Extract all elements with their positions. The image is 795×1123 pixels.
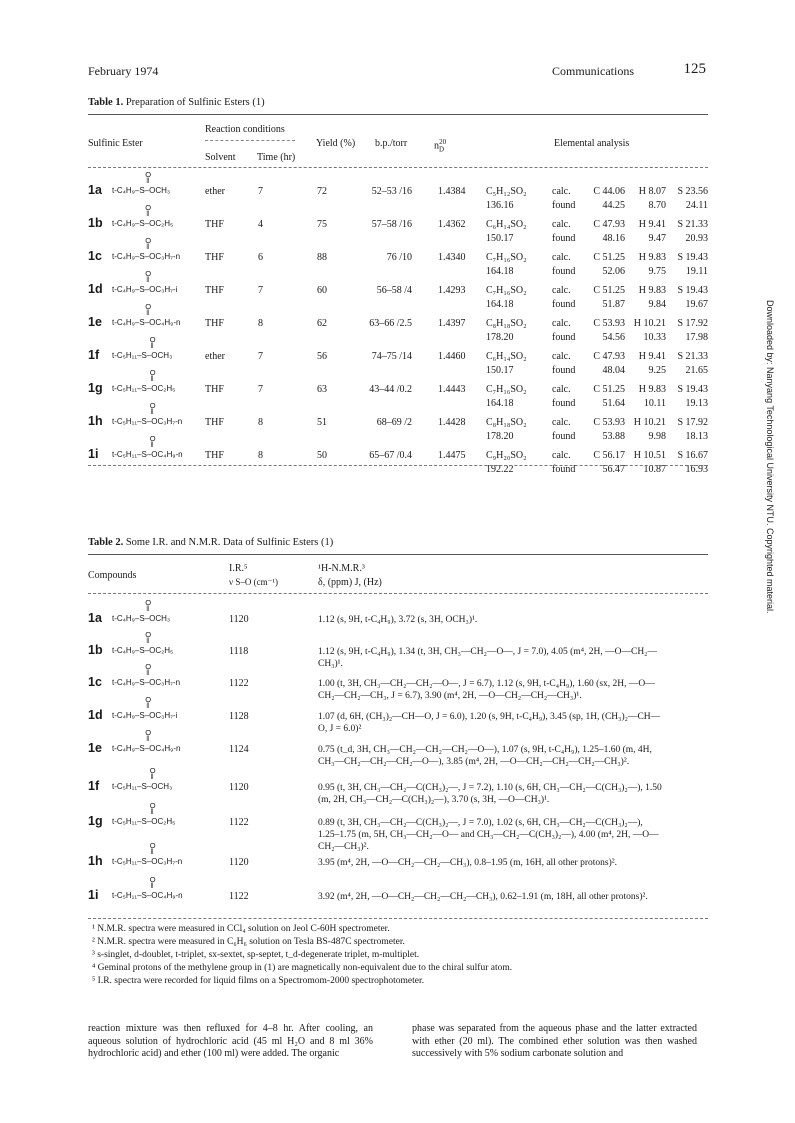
t2-1e-label: 1e: [88, 741, 102, 755]
t1-h-analysis: Elemental analysis: [554, 138, 630, 149]
t1-time: 7: [258, 351, 263, 362]
t2-ir: 1120: [229, 857, 249, 868]
t1-mf: C₆H₁₄SO₂: [486, 351, 527, 362]
t2-1f-label: 1f: [88, 779, 100, 793]
t1-1g-label: 1g: [88, 381, 103, 395]
t1-bp: 57–58 /16: [371, 219, 412, 230]
t1-calc: calc.: [552, 318, 571, 329]
t1-time: 8: [258, 450, 263, 461]
table1-header-rule: [88, 167, 708, 168]
t1-c-found: 52.06: [602, 266, 625, 277]
t1-h-found: 9.47: [648, 233, 666, 244]
t1-1h-oxygen-glyph: O: [149, 401, 156, 410]
t1-found: found: [552, 266, 576, 277]
t1-mw: 164.18: [486, 398, 514, 409]
footnote-5: ⁵ I.R. spectra were recorded for liquid films on a Spectromom-2000 spectrophotometer.: [92, 976, 425, 986]
t1-nd: 1.4340: [438, 252, 466, 263]
t1-solvent: THF: [205, 318, 224, 329]
t1-c-calc: C 51.25: [593, 285, 625, 296]
t1-mf: C₇H₁₆SO₂: [486, 285, 527, 296]
t1-found: found: [552, 365, 576, 376]
t1-1f-label: 1f: [88, 348, 100, 362]
t1-s-calc: S 19.43: [677, 252, 708, 263]
t2-h-compounds: Compounds: [88, 570, 137, 581]
header-date: February 1974: [88, 64, 159, 78]
t1-bp: 63–66 /2.5: [369, 318, 412, 329]
t1-s-found: 18.13: [685, 431, 708, 442]
t2-1b-double-bond-glyph: ‖: [146, 638, 150, 645]
t1-calc: calc.: [552, 252, 571, 263]
t1-1d-oxygen-glyph: O: [145, 269, 152, 278]
t1-found: found: [552, 431, 576, 442]
t2-1b-label: 1b: [88, 643, 103, 657]
t2-1e-oxygen-glyph: O: [145, 728, 152, 737]
t1-h-bp: b.p./torr: [375, 138, 408, 149]
t1-mf: C₇H₁₆SO₂: [486, 384, 527, 395]
t1-1i-double-bond-glyph: ‖: [150, 442, 154, 449]
t1-time: 7: [258, 186, 263, 197]
t1-h-calc: H 9.83: [638, 252, 666, 263]
t1-c-calc: C 53.93: [593, 417, 625, 428]
t1-nd: 1.4293: [438, 285, 466, 296]
t2-nmr: 1.07 (d, 6H, (CH₃)₂—CH—O, J = 6.0), 1.20 (s, 9H, t-C₄H₉), 3.45 (sp, 1H, (CH₃)₂—CH—O, J = 6.0)²: [318, 712, 661, 734]
t2-1f-oxygen-glyph: O: [149, 766, 156, 775]
t1-h-calc: H 10.21: [633, 318, 666, 329]
header-section: Communications: [552, 64, 634, 78]
t1-nd: 1.4384: [438, 186, 466, 197]
t1-1b-oxygen-glyph: O: [145, 203, 152, 212]
t1-calc: calc.: [552, 285, 571, 296]
t1-nd: 1.4443: [438, 384, 466, 395]
t2-ir: 1122: [229, 891, 249, 902]
t2-h-ir2: ν S–O (cm⁻¹): [229, 577, 279, 587]
t2-1d-oxygen-glyph: O: [145, 695, 152, 704]
t2-1a-oxygen-glyph: O: [145, 598, 152, 607]
t1-h-calc: H 10.51: [633, 450, 666, 461]
t1-h-calc: H 8.07: [638, 186, 666, 197]
t1-1i-label: 1i: [88, 447, 99, 461]
t1-1c-label: 1c: [88, 249, 102, 263]
table1-title: Table 1. Preparation of Sulfinic Esters (1): [88, 97, 265, 108]
t2-1d-label: 1d: [88, 708, 103, 722]
t1-1h-label: 1h: [88, 414, 103, 428]
t2-1h-oxygen-glyph: O: [149, 841, 156, 850]
t1-1f-double-bond-glyph: ‖: [150, 343, 154, 350]
t1-bp: 52–53 /16: [371, 186, 412, 197]
t1-calc: calc.: [552, 219, 571, 230]
t1-yield: 88: [317, 252, 327, 263]
t2-1i-oxygen-glyph: O: [149, 875, 156, 884]
t1-bp: 68–69 /2: [376, 417, 412, 428]
t1-1b-label: 1b: [88, 216, 103, 230]
t1-calc: calc.: [552, 450, 571, 461]
t2-1a-label: 1a: [88, 611, 102, 625]
t1-s-found: 19.67: [685, 299, 708, 310]
table1-bottom-rule: [88, 465, 708, 466]
t1-1c-formula: t-C₄H₉–S–OC₃H₇-n: [112, 252, 181, 261]
t1-1a-formula: t-C₄H₉–S–OCH₃: [112, 186, 171, 195]
t1-yield: 75: [317, 219, 327, 230]
footnote-4: ⁴ Geminal protons of the methylene group in (1) are magnetically non-equivalent due to the chiral sulfur atom.: [92, 963, 513, 973]
t1-h-found: 9.25: [648, 365, 666, 376]
t1-c-calc: C 53.93: [593, 318, 625, 329]
t2-1i-double-bond-glyph: ‖: [150, 883, 154, 890]
t1-h-solvent: Solvent: [205, 152, 236, 163]
t1-found: found: [552, 464, 576, 475]
t1-c-calc: C 56.17: [593, 450, 625, 461]
t2-1c-double-bond-glyph: ‖: [146, 670, 150, 677]
t1-nd: 1.4428: [438, 417, 466, 428]
t1-solvent: THF: [205, 285, 224, 296]
t1-found: found: [552, 299, 576, 310]
t1-1i-formula: t-C₅H₁₁–S–OC₄H₉-n: [112, 450, 183, 459]
t2-1g-oxygen-glyph: O: [149, 801, 156, 810]
t1-h-calc: H 9.83: [638, 285, 666, 296]
t1-h-found: 10.11: [643, 398, 666, 409]
t2-1g-label: 1g: [88, 814, 103, 828]
t1-s-found: 21.65: [685, 365, 708, 376]
t1-nd: 1.4475: [438, 450, 466, 461]
t1-mw: 150.17: [486, 233, 514, 244]
t1-c-found: 54.56: [602, 332, 625, 343]
t2-1e-formula: t-C₄H₉–S–OC₄H₉-n: [112, 744, 181, 753]
t1-c-found: 51.64: [602, 398, 625, 409]
t1-mw: 164.18: [486, 299, 514, 310]
t1-c-calc: C 51.25: [593, 252, 625, 263]
t1-h-found: 9.84: [648, 299, 666, 310]
t1-1g-double-bond-glyph: ‖: [150, 376, 154, 383]
t1-c-found: 48.04: [602, 365, 625, 376]
t1-solvent: THF: [205, 384, 224, 395]
t2-1b-oxygen-glyph: O: [145, 630, 152, 639]
page-number: 125: [683, 61, 706, 77]
t2-1g-formula: t-C₅H₁₁–S–OC₂H₅: [112, 817, 176, 826]
t1-1f-oxygen-glyph: O: [149, 335, 156, 344]
t1-yield: 63: [317, 384, 327, 395]
t1-calc: calc.: [552, 417, 571, 428]
t2-1c-label: 1c: [88, 675, 102, 689]
t1-c-found: 51.87: [602, 299, 625, 310]
t1-solvent: ether: [205, 186, 225, 197]
t1-time: 6: [258, 252, 263, 263]
t1-s-calc: S 23.56: [677, 186, 708, 197]
t2-1f-formula: t-C₅H₁₁–S–OCH₃: [112, 782, 173, 791]
t2-nmr: 3.95 (m⁴, 2H, —O—CH₂—CH₂—CH₃), 0.8–1.95 (m, 16H, all other protons)².: [318, 858, 617, 868]
t1-time: 7: [258, 384, 263, 395]
t2-h-nmr2: δ, (ppm) J, (Hz): [318, 577, 382, 588]
t1-h-found: 9.75: [648, 266, 666, 277]
t1-time: 8: [258, 318, 263, 329]
t2-h-nmr: ¹H-N.M.R.³: [318, 563, 365, 574]
table2-header-rule: [88, 593, 708, 594]
t1-s-found: 19.11: [685, 266, 708, 277]
t1-bp: 43–44 /0.2: [369, 384, 412, 395]
t1-h-found: 10.87: [643, 464, 666, 475]
t1-1h-double-bond-glyph: ‖: [150, 409, 154, 416]
t1-h-found: 10.33: [643, 332, 666, 343]
table2-title: Table 2. Some I.R. and N.M.R. Data of Sulfinic Esters (1): [88, 537, 334, 548]
t2-ir: 1120: [229, 782, 249, 793]
t1-nd: 1.4397: [438, 318, 466, 329]
t1-1g-formula: t-C₅H₁₁–S–OC₂H₅: [112, 384, 176, 393]
t1-mf: C₇H₁₆SO₂: [486, 252, 527, 263]
t1-yield: 72: [317, 186, 327, 197]
t1-1b-formula: t-C₄H₉–S–OC₂H₅: [112, 219, 174, 228]
t1-h-subrule: [205, 140, 295, 141]
t1-calc: calc.: [552, 186, 571, 197]
t1-c-found: 48.16: [602, 233, 625, 244]
body-text-left: reaction mixture was then refluxed for 4–8 hr. After cooling, an aqueous solution of hydrochloric acid (45 ml H₂O and 8 ml 36% hydrochloric acid) and ether (100 ml) were added. The organic: [88, 1023, 373, 1059]
t1-found: found: [552, 332, 576, 343]
t1-1e-formula: t-C₄H₉–S–OC₄H₉-n: [112, 318, 181, 327]
t1-c-found: 44.25: [602, 200, 625, 211]
t1-s-calc: S 16.67: [677, 450, 708, 461]
t1-1a-oxygen-glyph: O: [145, 170, 152, 179]
t2-1h-double-bond-glyph: ‖: [150, 849, 154, 856]
t1-h-calc: H 9.83: [638, 384, 666, 395]
t1-s-found: 16.93: [685, 464, 708, 475]
t1-found: found: [552, 233, 576, 244]
t1-time: 7: [258, 285, 263, 296]
t1-mw: 150.17: [486, 365, 514, 376]
t1-solvent: THF: [205, 417, 224, 428]
t2-nmr: 1.00 (t, 3H, CH₃—CH₂—CH₂—O—, J = 6.7), 1.12 (s, 9H, t-C₄H₉), 1.60 (sx, 2H, —O—CH₂—CH₂—CH₃, J = 6.7), 3.90 (m⁴, 2H, —O—CH₂—CH₂—CH₃)¹.: [318, 679, 655, 701]
t1-mw: 192.22: [486, 464, 514, 475]
t1-1f-formula: t-C₅H₁₁–S–OCH₃: [112, 351, 173, 360]
t2-1h-formula: t-C₅H₁₁–S–OC₃H₇-n: [112, 857, 183, 866]
t1-s-calc: S 17.92: [677, 318, 708, 329]
t1-s-found: 24.11: [685, 200, 708, 211]
t1-mw: 164.18: [486, 266, 514, 277]
t2-1f-double-bond-glyph: ‖: [150, 774, 154, 781]
t1-h-calc: H 10.21: [633, 417, 666, 428]
t1-h-found: 8.70: [648, 200, 666, 211]
t1-solvent: THF: [205, 219, 224, 230]
t1-s-found: 19.13: [685, 398, 708, 409]
t1-1a-label: 1a: [88, 183, 102, 197]
t1-1g-oxygen-glyph: O: [149, 368, 156, 377]
t1-h-calc: H 9.41: [638, 351, 666, 362]
t1-s-calc: S 19.43: [677, 285, 708, 296]
t1-bp: 65–67 /0.4: [369, 450, 412, 461]
t1-calc: calc.: [552, 351, 571, 362]
t1-bp: 74–75 /14: [371, 351, 412, 362]
t2-1d-formula: t-C₄H₉–S–OC₃H₇-i: [112, 711, 178, 720]
t1-solvent: THF: [205, 450, 224, 461]
t1-c-calc: C 47.93: [593, 351, 625, 362]
t1-mw: 136.16: [486, 200, 514, 211]
t1-solvent: ether: [205, 351, 225, 362]
t1-time: 8: [258, 417, 263, 428]
t1-h-ester: Sulfinic Ester: [88, 138, 143, 149]
t1-yield: 50: [317, 450, 327, 461]
t1-c-calc: C 51.25: [593, 384, 625, 395]
t2-1i-formula: t-C₅H₁₁–S–OC₄H₉-n: [112, 891, 183, 900]
t1-h-conditions: Reaction conditions: [205, 124, 285, 135]
t1-mf: C₈H₁₈SO₂: [486, 417, 527, 428]
t1-calc: calc.: [552, 384, 571, 395]
t1-nd: 1.4362: [438, 219, 466, 230]
t2-ir: 1128: [229, 711, 249, 722]
t1-mw: 178.20: [486, 332, 514, 343]
t2-nmr: 0.75 (t_d, 3H, CH₃—CH₂—CH₂—CH₂—O—), 1.07 (s, 9H, t-C₄H₉), 1.25–1.60 (m, 4H, CH₃—CH₂—CH₂—CH₂—O—), 3.85 (m⁴, 2H, —O—CH₂—CH₂—CH₂—CH₃)².: [318, 745, 652, 767]
t1-mf: C₈H₁₈SO₂: [486, 318, 527, 329]
t1-h-yield: Yield (%): [316, 138, 356, 149]
t1-bp: 76 /10: [386, 252, 412, 263]
t2-nmr: 0.89 (t, 3H, CH₃—CH₂—C(CH₃)₂—, J = 7.0), 1.02 (s, 6H, CH₃—CH₂—C(CH₃)₂—), 1.25–1.75 (m, 5H, CH₃—CH₂—O— and CH₃—CH₂—C(CH₃)₂—), 4.00 (m⁴, 2H, —O—CH₂—CH₃)².: [318, 818, 659, 852]
table1-top-rule: [88, 114, 708, 115]
t2-1a-formula: t-C₄H₉–S–OCH₃: [112, 614, 171, 623]
t1-bp: 56–58 /4: [376, 285, 412, 296]
table2-top-rule: [88, 554, 708, 555]
t2-1c-oxygen-glyph: O: [145, 662, 152, 671]
t1-s-calc: S 21.33: [677, 219, 708, 230]
t1-time: 4: [258, 219, 263, 230]
t1-1h-formula: t-C₅H₁₁–S–OC₃H₇-n: [112, 417, 183, 426]
t2-nmr: 1.12 (s, 9H, t-C₄H₉), 1.34 (t, 3H, CH₃—CH₂—O—, J = 7.0), 4.05 (m⁴, 2H, —O—CH₂—CH₃)¹.: [318, 647, 657, 669]
t1-yield: 60: [317, 285, 327, 296]
t1-s-calc: S 19.43: [677, 384, 708, 395]
t1-s-found: 17.98: [685, 332, 708, 343]
t1-mw: 178.20: [486, 431, 514, 442]
t1-1e-oxygen-glyph: O: [145, 302, 152, 311]
t2-ir: 1118: [229, 646, 249, 657]
t1-1d-formula: t-C₄H₉–S–OC₃H₇-i: [112, 285, 178, 294]
t2-1e-double-bond-glyph: ‖: [146, 736, 150, 743]
footnote-3: ³ s-singlet, d-doublet, t-triplet, sx-sextet, sp-septet, t_d-degenerate triplet, m-multiplet.: [92, 950, 420, 960]
t2-nmr: 1.12 (s, 9H, t-C₄H₉), 3.72 (s, 3H, OCH₃)¹.: [318, 615, 478, 625]
t2-1i-label: 1i: [88, 888, 99, 902]
t2-h-ir: I.R.⁵: [229, 563, 248, 574]
table2-bottom-rule: [88, 918, 708, 919]
t2-ir: 1120: [229, 614, 249, 625]
t1-h-found: 9.98: [648, 431, 666, 442]
t1-1i-oxygen-glyph: O: [149, 434, 156, 443]
t2-1h-label: 1h: [88, 854, 103, 868]
t1-1a-double-bond-glyph: ‖: [146, 178, 150, 185]
t1-c-calc: C 47.93: [593, 219, 625, 230]
t2-1d-double-bond-glyph: ‖: [146, 703, 150, 710]
download-notice: Downloaded by: Nanyang Technological University NTU. Copyrighted material.: [765, 300, 775, 614]
footnote-1: ¹ N.M.R. spectra were measured in CCl₄ solution on Jeol C-60H spectrometer.: [92, 924, 390, 934]
t1-1d-double-bond-glyph: ‖: [146, 277, 150, 284]
t2-1a-double-bond-glyph: ‖: [146, 606, 150, 613]
t2-nmr: 0.95 (t, 3H, CH₃—CH₂—C(CH₃)₂—, J = 7.2), 1.10 (s, 6H, CH₃—CH₂—C(CH₃)₂—), 1.50 (m, 2H, CH₃—CH₂—C(CH₃)₂—), 3.70 (s, 3H, —O—CH₃)¹.: [318, 783, 662, 805]
t1-h-calc: H 9.41: [638, 219, 666, 230]
t1-h-time: Time (hr): [257, 152, 296, 163]
t1-1e-label: 1e: [88, 315, 102, 329]
t1-c-found: 53.88: [602, 431, 625, 442]
t2-ir: 1122: [229, 817, 249, 828]
t1-s-found: 20.93: [685, 233, 708, 244]
body-text-right: phase was separated from the aqueous phase and the latter extracted with ether (20 ml). The combined ether solution was then washed successively with 5% sodium carbonate solution and: [412, 1023, 697, 1059]
t2-1b-formula: t-C₄H₉–S–OC₂H₅: [112, 646, 174, 655]
t1-mf: C₉H₂₀SO₂: [486, 450, 527, 461]
t1-c-calc: C 44.06: [593, 186, 625, 197]
t1-c-found: 56.47: [602, 464, 625, 475]
t1-found: found: [552, 398, 576, 409]
t1-1c-double-bond-glyph: ‖: [146, 244, 150, 251]
t2-ir: 1122: [229, 678, 249, 689]
footnote-2: ² N.M.R. spectra were measured in C₆H₆ solution on Tesla BS-487C spectrometer.: [92, 937, 405, 947]
t1-s-calc: S 17.92: [677, 417, 708, 428]
t2-ir: 1124: [229, 744, 249, 755]
t1-1b-double-bond-glyph: ‖: [146, 211, 150, 218]
t1-found: found: [552, 200, 576, 211]
t1-1c-oxygen-glyph: O: [145, 236, 152, 245]
t1-1d-label: 1d: [88, 282, 103, 296]
t1-mf: C₆H₁₄SO₂: [486, 219, 527, 230]
t2-1g-double-bond-glyph: ‖: [150, 809, 154, 816]
t2-nmr: 3.92 (m⁴, 2H, —O—CH₂—CH₂—CH₂—CH₃), 0.62–1.91 (m, 18H, all other protons)².: [318, 892, 648, 902]
t1-1e-double-bond-glyph: ‖: [146, 310, 150, 317]
t1-nd: 1.4460: [438, 351, 466, 362]
t2-1c-formula: t-C₄H₉–S–OC₃H₇-n: [112, 678, 181, 687]
t1-yield: 62: [317, 318, 327, 329]
t1-solvent: THF: [205, 252, 224, 263]
t1-s-calc: S 21.33: [677, 351, 708, 362]
t1-h-nd: $n_D^{20}$: [434, 138, 447, 154]
t1-yield: 51: [317, 417, 327, 428]
t1-yield: 56: [317, 351, 327, 362]
t1-mf: C₅H₁₂SO₂: [486, 186, 527, 197]
